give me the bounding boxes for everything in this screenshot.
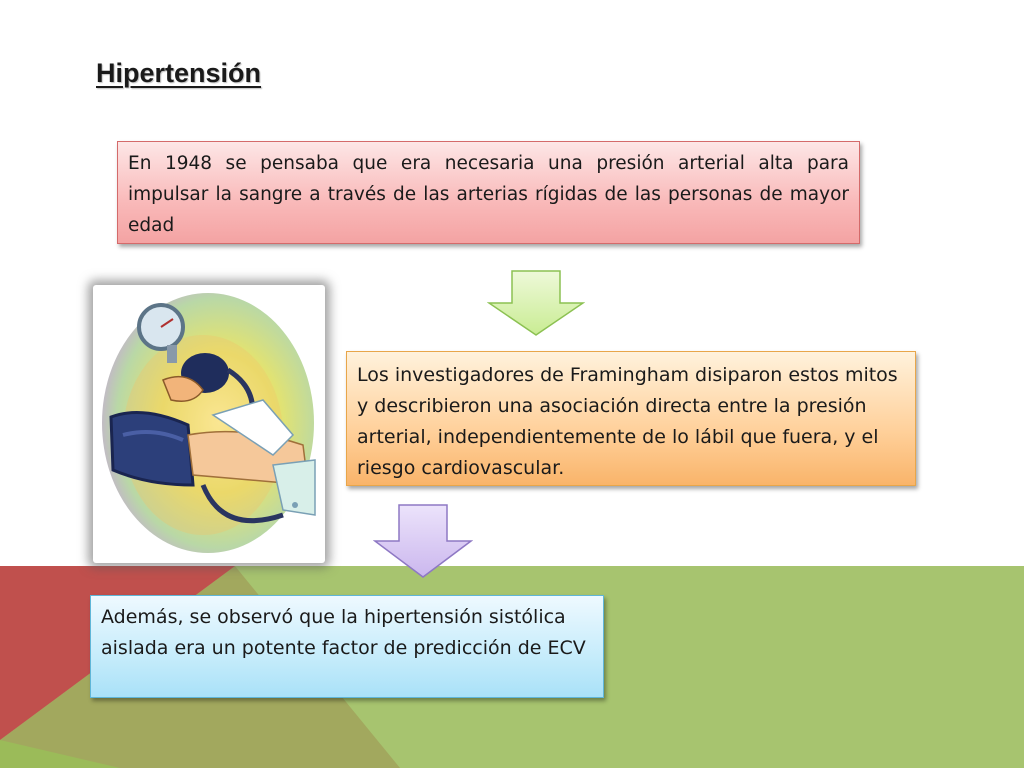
illustration-frame [93, 285, 325, 563]
down-arrow-icon [373, 503, 473, 579]
blood-pressure-cuff-icon [93, 285, 325, 563]
down-arrow-icon [487, 269, 585, 337]
text-box-1948: En 1948 se pensaba que era necesaria una presión arterial alta para impulsar la sangre a través de las arterias rígidas de las personas de mayor edad [117, 141, 860, 244]
text-box-framingham: Los investigadores de Framingham disiparon estos mitos y describieron una asociación directa entre la presión arterial, independientemente de lo lábil que fuera, y el riesgo cardiovascular. [346, 351, 916, 486]
text-box-hipertension-sistolica: Además, se observó que la hipertensión sistólica aislada era un potente factor de predicción de ECV [90, 595, 604, 698]
slide-title: Hipertensión [96, 58, 262, 88]
